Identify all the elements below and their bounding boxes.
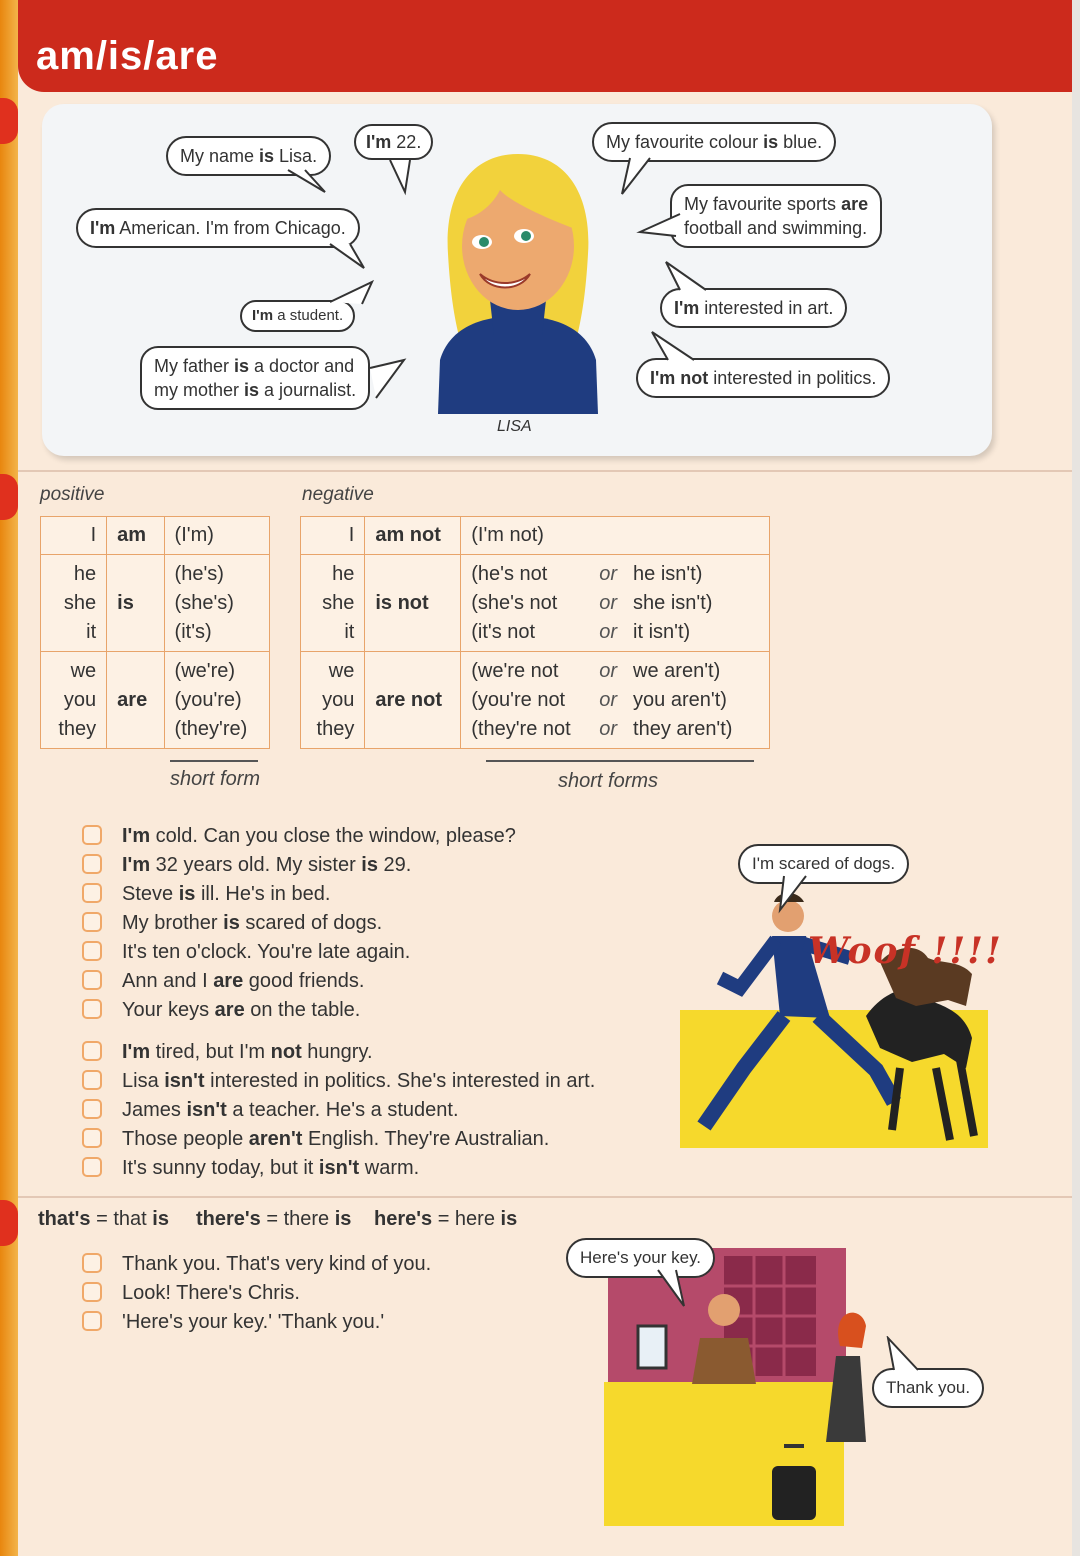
verb-cell: is not	[365, 555, 461, 652]
sentence-text: Lisa	[122, 1070, 165, 1092]
positive-row	[41, 652, 270, 749]
bubble-verb: I'm not	[650, 368, 709, 388]
section-divider-2	[18, 1196, 1072, 1198]
sentence-text: James	[122, 1099, 187, 1121]
sentence-verb: aren't	[248, 1128, 303, 1150]
example-sentence	[82, 909, 516, 938]
contracted-verb-form: it isn't)	[633, 620, 691, 643]
sentence-text: Steve	[122, 883, 179, 905]
bubble-text: blue.	[778, 132, 823, 152]
checkbox-icon[interactable]	[82, 1070, 102, 1090]
contracted-pronoun-form: (they're not	[471, 717, 571, 740]
short-form-label: short form	[170, 768, 261, 790]
example-sentence	[82, 1096, 595, 1125]
sentence-text: scared of dogs.	[239, 912, 383, 934]
bubble-text: My father	[154, 356, 235, 376]
short-forms-line	[471, 618, 759, 647]
sentence-verb: not	[270, 1041, 302, 1063]
example-sentence	[82, 996, 516, 1025]
checkbox-icon[interactable]	[82, 999, 102, 1019]
sentence-text: on the table.	[244, 999, 361, 1021]
short-forms-line	[471, 686, 759, 715]
sentence-text: Thank you. That's very kind of you.	[122, 1253, 432, 1275]
section-tab-3	[0, 1200, 18, 1246]
pronoun-cell-line: I	[348, 524, 355, 546]
example-sentence	[82, 1154, 595, 1183]
sentence-text: It's ten o'clock. You're late again.	[122, 941, 411, 963]
or-word: or	[599, 620, 618, 643]
speech-bubble-scared: I'm scared of dogs.	[738, 844, 909, 884]
expansion: = that	[96, 1208, 153, 1230]
or-word: or	[599, 688, 618, 711]
short-form-cell-line: (it's)	[174, 620, 212, 643]
bubble-verb: is	[259, 146, 275, 166]
sentence-verb: isn't	[164, 1070, 205, 1092]
contracted-pronoun-form: (you're not	[471, 688, 566, 711]
short-forms-line	[471, 715, 759, 744]
pronoun-cell-line: it	[344, 620, 355, 643]
sentence-verb: are	[214, 999, 245, 1021]
contracted-verb-form: we aren't)	[633, 659, 721, 682]
sentence-verb: is	[178, 883, 196, 905]
short-form-cell-line: (she's)	[174, 591, 234, 614]
pronoun-cell-line: you	[63, 688, 97, 711]
bubble-text: My name	[180, 146, 260, 166]
short-form-cell	[164, 652, 269, 749]
speech-bubble-thank-you: Thank you.	[872, 1368, 984, 1408]
page-title: am/is/are	[36, 34, 219, 78]
bubble-text: a journalist.	[259, 380, 357, 400]
bubble-verb: I'm	[674, 298, 700, 318]
short-form-cell-line: (he's)	[174, 562, 224, 585]
or-word: or	[599, 659, 618, 682]
negative-label: negative	[302, 484, 374, 505]
thats-equivalent	[38, 1208, 169, 1231]
bubble-text: a student.	[273, 307, 344, 324]
bubble-verb: is	[234, 356, 250, 376]
verb-cell: are	[107, 652, 164, 749]
short-forms-line	[471, 589, 759, 618]
sentence-verb: isn't	[186, 1099, 227, 1121]
speech-bubble-heres-key: Here's your key.	[566, 1238, 715, 1278]
example-sentence	[82, 880, 516, 909]
pronoun-cell-line: we	[70, 659, 97, 682]
sentence-text: hungry.	[301, 1041, 373, 1063]
examples-negative	[82, 1038, 595, 1183]
theres-equivalent	[196, 1208, 351, 1231]
bubble-text: interested in politics.	[708, 368, 877, 388]
contracted-pronoun-form: (it's not	[471, 620, 536, 643]
negative-row	[301, 555, 770, 652]
examples-positive	[82, 822, 516, 1025]
checkbox-icon[interactable]	[82, 912, 102, 932]
sentence-text: ill. He's in bed.	[195, 883, 331, 905]
bubble-text: My favourite colour	[606, 132, 764, 152]
positive-table	[40, 516, 270, 749]
negative-row	[301, 517, 770, 555]
pronoun-cell-line: they	[316, 717, 355, 740]
positive-row	[41, 555, 270, 652]
sentence-text: interested in politics. She's interested in art.	[204, 1070, 596, 1092]
checkbox-icon[interactable]	[82, 1282, 102, 1302]
short-form-cell-line: (we're)	[174, 659, 236, 682]
example-sentence	[82, 1038, 595, 1067]
pronoun-cell-line: you	[322, 688, 355, 711]
pronoun-cell-line: he	[73, 562, 97, 585]
contracted-verb-form: she isn't)	[633, 591, 713, 614]
bubble-text: My favourite sports	[684, 194, 842, 214]
bubble-text: interested in art.	[699, 298, 834, 318]
sentence-verb: are	[213, 970, 244, 992]
contracted-verb-form: he isn't)	[633, 562, 703, 585]
pronoun-cell	[301, 652, 365, 749]
example-sentence	[82, 1067, 595, 1096]
example-sentence	[82, 1125, 595, 1154]
example-sentence	[82, 967, 516, 996]
pronoun-cell-line: it	[86, 620, 97, 643]
pronoun-cell	[41, 555, 107, 652]
sentence-text: Those people	[122, 1128, 249, 1150]
bubble-verb: is	[244, 380, 260, 400]
dog-scene-illustration	[680, 840, 990, 1150]
contracted-pronoun-form: (he's not	[471, 562, 548, 585]
contracted-verb-form: you aren't)	[633, 688, 727, 711]
pronoun-cell-line: she	[63, 591, 97, 614]
short-forms-cell	[461, 517, 770, 555]
pronoun-cell	[41, 652, 107, 749]
bubble-text: American. I'm from Chicago.	[115, 218, 346, 238]
or-word: or	[599, 717, 618, 740]
bubble-text: Lisa.	[274, 146, 318, 166]
example-sentence	[82, 1250, 431, 1279]
checkbox-icon[interactable]	[82, 825, 102, 845]
bubble-verb: are	[841, 194, 869, 214]
verb-cell: am not	[365, 517, 461, 555]
pronoun-cell-line: he	[332, 562, 355, 585]
checkbox-icon[interactable]	[82, 854, 102, 874]
short-form-cell-line: (you're)	[174, 688, 242, 711]
short-form-cell-line: (I'm)	[174, 524, 214, 546]
pronoun-cell	[301, 555, 365, 652]
short-forms-line	[471, 560, 759, 589]
sentence-text: Ann and I	[122, 970, 214, 992]
checkbox-icon[interactable]	[82, 1128, 102, 1148]
sentence-verb: I'm	[122, 825, 151, 847]
or-word: or	[599, 591, 618, 614]
checkbox-icon[interactable]	[82, 1311, 102, 1331]
checkbox-icon[interactable]	[82, 1099, 102, 1119]
pronoun-cell-line: we	[328, 659, 355, 682]
contraction: here's	[374, 1208, 433, 1230]
section-tab-2	[0, 474, 18, 520]
bubble-verb: I'm	[366, 132, 392, 152]
expansion: = here	[437, 1208, 501, 1230]
bubble-verb: is	[763, 132, 779, 152]
sentence-verb: is	[223, 912, 240, 934]
bubble-text: 22.	[391, 132, 422, 152]
checkbox-icon[interactable]	[82, 1041, 102, 1061]
sentence-verb: I'm	[122, 1041, 151, 1063]
sentence-text: 32 years old. My sister	[150, 854, 362, 876]
hotel-bubble-tail-2	[878, 1336, 928, 1376]
bubble-verb: I'm	[90, 218, 116, 238]
verb-cell: am	[107, 517, 164, 555]
short-forms-bracket	[486, 760, 754, 762]
contraction: that's	[38, 1208, 91, 1230]
example-sentence	[82, 938, 516, 967]
pronoun-cell	[41, 517, 107, 555]
expansion-verb: is	[152, 1208, 169, 1230]
contraction: there's	[196, 1208, 261, 1230]
contracted-verb-form: they aren't)	[633, 717, 733, 740]
sentence-verb: isn't	[318, 1157, 360, 1179]
bubble-text: football and swimming.	[684, 218, 868, 238]
positive-row	[41, 517, 270, 555]
dog-bubble-tail	[760, 874, 820, 914]
verb-cell: is	[107, 555, 164, 652]
short-forms-cell	[461, 555, 770, 652]
short-forms-line	[471, 521, 759, 550]
lisa-illustration	[430, 150, 606, 414]
expansion-verb: is	[334, 1208, 352, 1230]
example-sentence	[82, 1308, 431, 1337]
example-sentence	[82, 822, 516, 851]
examples-short	[82, 1250, 431, 1337]
verb-cell: are not	[365, 652, 461, 749]
contracted-pronoun-form: (she's not	[471, 591, 558, 614]
sentence-text: Your keys	[122, 999, 215, 1021]
bubble-text: a doctor and	[249, 356, 355, 376]
checkbox-icon[interactable]	[82, 1157, 102, 1177]
sentence-text: tired, but I'm	[150, 1041, 271, 1063]
expansion: = there	[266, 1208, 335, 1230]
sentence-verb: I'm	[122, 854, 151, 876]
example-sentence	[82, 1279, 431, 1308]
sentence-text: cold. Can you close the window, please?	[150, 825, 516, 847]
short-forms-line	[471, 657, 759, 686]
short-form-cell	[164, 517, 269, 555]
pronoun-cell-line: she	[322, 591, 355, 614]
short-form-cell-line: (they're)	[174, 717, 248, 740]
pronoun-cell-line: I	[90, 524, 97, 546]
sentence-text: 'Here's your key.' 'Thank you.'	[122, 1311, 385, 1333]
sentence-text: English. They're Australian.	[302, 1128, 550, 1150]
pronoun-cell	[301, 517, 365, 555]
sentence-text: It's sunny today, but it	[122, 1157, 319, 1179]
negative-table	[300, 516, 770, 749]
woof-sound: Woof !!!!	[808, 930, 1003, 972]
sentence-text: 29.	[377, 854, 412, 876]
lisa-label: LISA	[497, 418, 532, 435]
sentence-text: warm.	[359, 1157, 420, 1179]
sentence-text: a teacher. He's a student.	[226, 1099, 459, 1121]
contracted-pronoun-form: (I'm not)	[471, 524, 544, 546]
bubble-verb: I'm	[252, 307, 274, 324]
contracted-pronoun-form: (we're not	[471, 659, 559, 682]
short-form-bracket	[170, 760, 258, 762]
sentence-verb: is	[361, 854, 378, 876]
or-word: or	[599, 562, 618, 585]
expansion-verb: is	[500, 1208, 518, 1230]
hotel-bubble-tail-1	[640, 1268, 700, 1312]
checkbox-icon[interactable]	[82, 970, 102, 990]
sentence-text: My brother	[122, 912, 224, 934]
short-forms-cell	[461, 652, 770, 749]
heres-equivalent	[374, 1208, 517, 1231]
positive-label: positive	[40, 484, 105, 505]
section-divider-1	[18, 470, 1072, 472]
checkbox-icon[interactable]	[82, 941, 102, 961]
sentence-text: Look! There's Chris.	[122, 1282, 300, 1304]
pronoun-cell-line: they	[58, 717, 97, 740]
checkbox-icon[interactable]	[82, 1253, 102, 1273]
bubble-text: my mother	[154, 380, 245, 400]
negative-row	[301, 652, 770, 749]
sentence-text: good friends.	[243, 970, 365, 992]
short-forms-label: short forms	[558, 770, 659, 792]
example-sentence	[82, 851, 516, 880]
checkbox-icon[interactable]	[82, 883, 102, 903]
short-form-cell	[164, 555, 269, 652]
